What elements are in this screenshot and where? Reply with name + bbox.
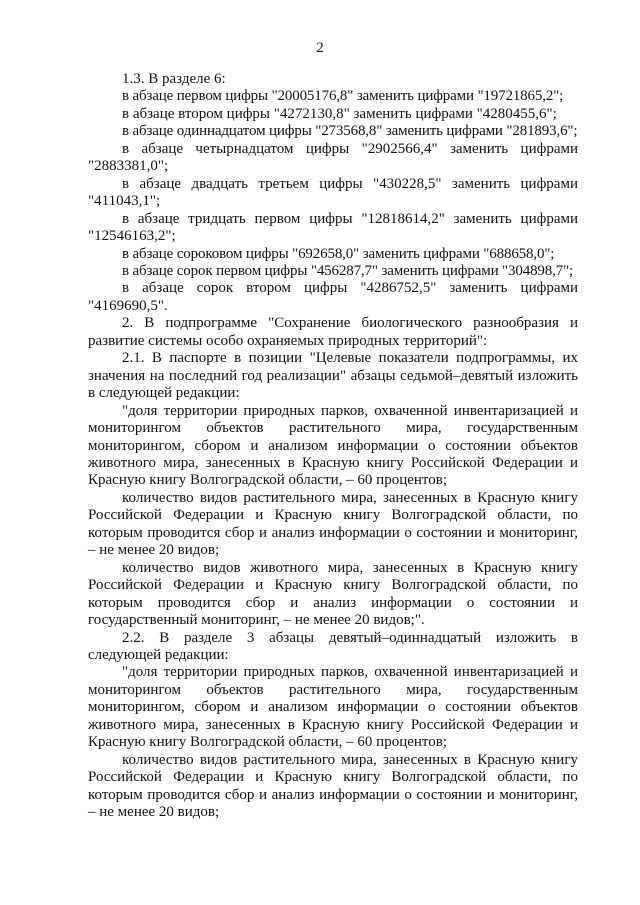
paragraph-amendment: в абзаце одиннадцатом цифры "273568,8" заменить цифрами "281893,6"; <box>122 123 578 140</box>
paragraph-quote: количество видов растительного мира, занесенных в Красную книгу Российской Федерации и Красную книгу Волгоградской области, по которым проводится сбор и анализ информации о состоянии и мониторинг, – не менее 20 видов; <box>88 751 578 821</box>
paragraph-section-1-3: 1.3. В разделе 6: <box>122 71 226 87</box>
paragraph-amendment: в абзаце сороковом цифры "692658,0" заменить цифрами "688658,0"; <box>122 245 555 262</box>
paragraph-quote: "доля территории природных парков, охваченной инвентаризацией и мониторингом объектов растительного мира, государственным мониторингом, сбором и анализом информации о состоянии объектов животного мира, занесенных в Красную книгу Российской Федерации и Красную книгу Волгоградской области, – 60 процентов; <box>88 664 578 751</box>
paragraph-section-2: 2. В подпрограмме "Сохранение биологического разнообразия и развитие системы особо охраняемых природных территорий": <box>88 315 578 349</box>
paragraph-amendment: в абзаце четырнадцатом цифры "2902566,4" заменить цифрами "2883381,0"; <box>88 140 578 175</box>
paragraph-quote: количество видов растительного мира, занесенных в Красную книгу Российской Федерации и Красную книгу Волгоградской области, по которым проводится сбор и анализ информации о состоянии и мониторинг, – не менее 20 видов; <box>88 489 578 559</box>
paragraph-section-2-2: 2.2. В разделе 3 абзацы девятый–одиннадцатый изложить в следующей редакции: <box>88 629 578 663</box>
paragraph-amendment: в абзаце втором цифры "4272130,8" заменить цифрами "4280455,6"; <box>122 105 557 122</box>
paragraph-amendment: в абзаце сорок первом цифры "456287,7" заменить цифрами "304898,7"; <box>122 262 574 279</box>
paragraph-amendment: в абзаце тридцать первом цифры "12818614,2" заменить цифрами "12546163,2"; <box>88 210 578 245</box>
document-body <box>88 71 578 821</box>
paragraph-amendment: в абзаце сорок втором цифры "4286752,5" заменить цифрами "4169690,5". <box>88 280 578 314</box>
paragraph-amendment: в абзаце первом цифры "20005176,8" заменить цифрами "19721865,2"; <box>122 88 564 105</box>
paragraph-quote: количество видов животного мира, занесенных в Красную книгу Российской Федерации и Красную книгу Волгоградской области, по которым проводится сбор и анализ информации о состоянии и государственный мониторинг, – не менее 20 видов;". <box>88 559 578 629</box>
paragraph-amendment: в абзаце двадцать третьем цифры "430228,5" заменить цифрами "411043,1"; <box>88 175 578 210</box>
paragraph-quote: "доля территории природных парков, охваченной инвентаризацией и мониторингом объектов растительного мира, государственным мониторингом, сбором и анализом информации о состоянии объектов животного мира, занесенных в Красную книгу Российской Федерации и Красную книгу Волгоградской области, – 60 процентов; <box>88 402 578 489</box>
page-number: 2 <box>316 40 324 56</box>
paragraph-section-2-1: 2.1. В паспорте в позиции "Целевые показатели подпрограммы, их значения на последний год реализации" абзацы седьмой–девятый изложить в следующей редакции: <box>88 350 578 402</box>
